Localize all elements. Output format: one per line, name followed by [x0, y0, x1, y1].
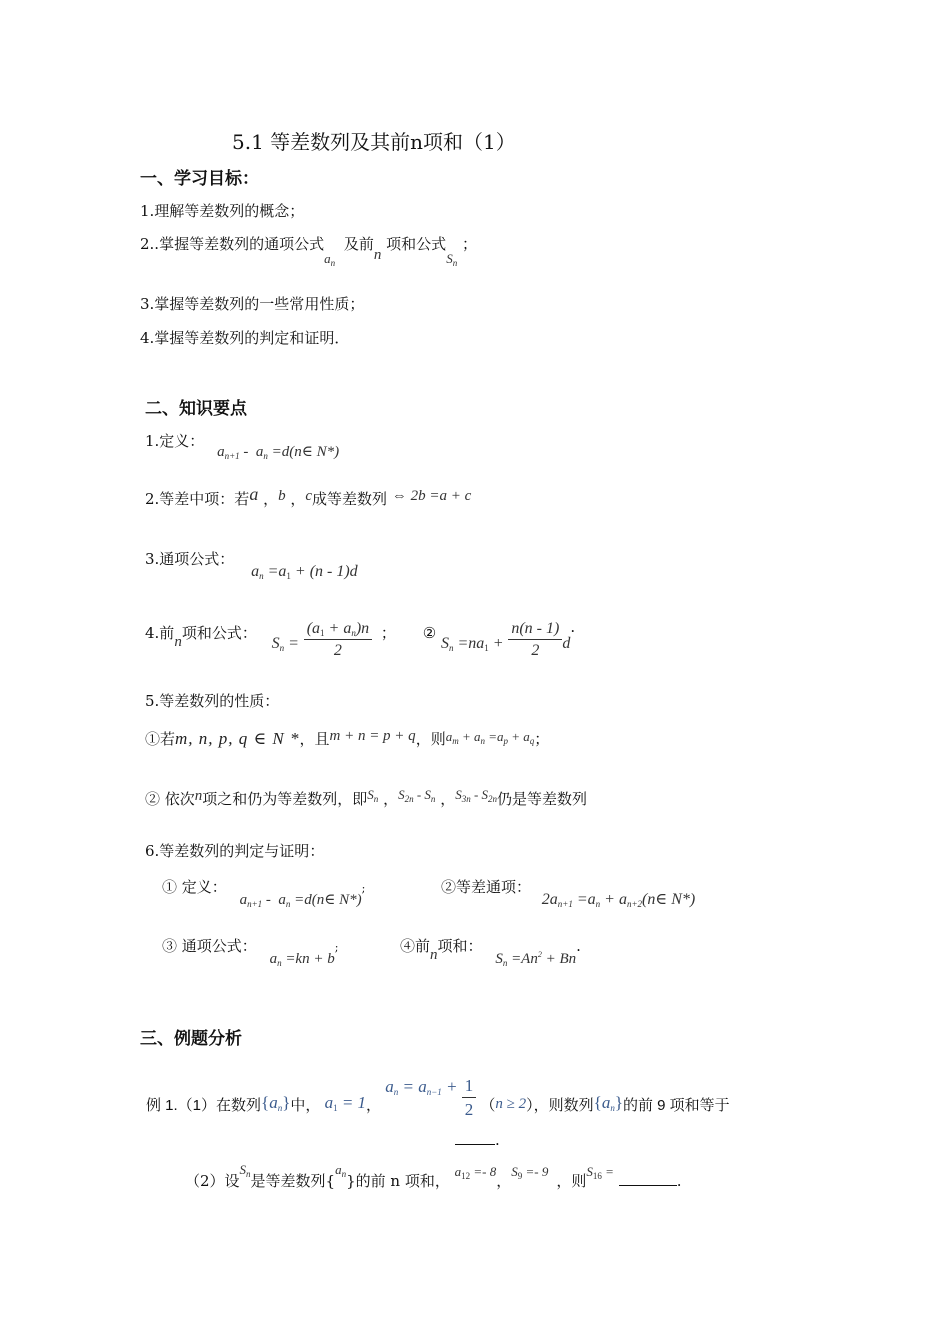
property-2: ② 依次n项之和仍为等差数列，即$S_n$ ，$S_{2n} - S_n$ ，$S_{3n} - S_{2n}$仍是等差数列 [145, 787, 588, 808]
example-1-answer-blank[interactable]: . [455, 1130, 500, 1149]
goal-1: 1.理解等差数列的概念； [140, 202, 305, 220]
judgement-4: ④前n项和： $S_n =An^2 + Bn$. [400, 937, 581, 968]
point-middle-term: 2.等差中项：若a ，b ，c成等差数列 ⇔ 2b =a + c [145, 484, 472, 508]
example-1: 例 1.（1）在数列$\{a_n\}$中， $a_1 = 1$， $a_n = a_{n-1}$ + $\frac{1}{2}$ （n ≥ 2），则数列$\{a_n\}$的前 9 项和等于 [146, 1076, 730, 1119]
section-heading-goals: 一、学习目标： [140, 169, 259, 189]
point-sum-formula: 4.前n项和公式： $S_n$ = $\frac{(a_1 + a_n)n}{2}$ ； ② $S_n =na_1$ + $\frac{n(n - 1)}{2}$ d· [145, 620, 576, 659]
section-heading-examples: 三、例题分析 [140, 1029, 242, 1049]
goal-3: 3.掌握等差数列的一些常用性质； [140, 295, 365, 313]
point-definition: 1.定义： $a_{n+1} - a_n$ =d(n∈ N*) [145, 432, 340, 461]
judgement-1: ① 定义： $a_{n+1} - a_n$ =d(n∈ N*); [162, 878, 366, 909]
example-2-answer-blank[interactable] [619, 1171, 677, 1186]
section-heading-knowledge: 二、知识要点 [145, 399, 247, 419]
judgement-2: ②等差通项： $2a_{n+1} =a_n$ + $a_{n+2}(n\in$ N*) [441, 878, 696, 909]
point-judgement: 6.等差数列的判定与证明： [145, 842, 325, 860]
property-1: ①若m, n, p, q ∈ N *，且m + n = p + q，则$a_m + a_n =a_p + a_q$； [145, 728, 550, 748]
goal-4: 4.掌握等差数列的判定和证明． [140, 329, 350, 347]
point-properties: 5.等差数列的性质： [145, 692, 280, 710]
goal-2: 2..掌握等差数列的通项公式$a_n$ 及前n 项和公式$S_n$ ； [140, 235, 477, 268]
point-general-term: 3.通项公式： $a_n =a_1 + (n - 1)d$ [145, 550, 358, 581]
example-2: （2）设$S_n$是等差数列$\{a_n\}$的前 n 项和， $a_{12} =- 8$，$S_9 =- 9$，则$S_{16}$ = . [185, 1162, 682, 1190]
judgement-3: ③ 通项公式： $a_n =kn + b$; [162, 937, 339, 968]
page-title: 5.1 等差数列及其前n项和（1） [232, 130, 516, 154]
